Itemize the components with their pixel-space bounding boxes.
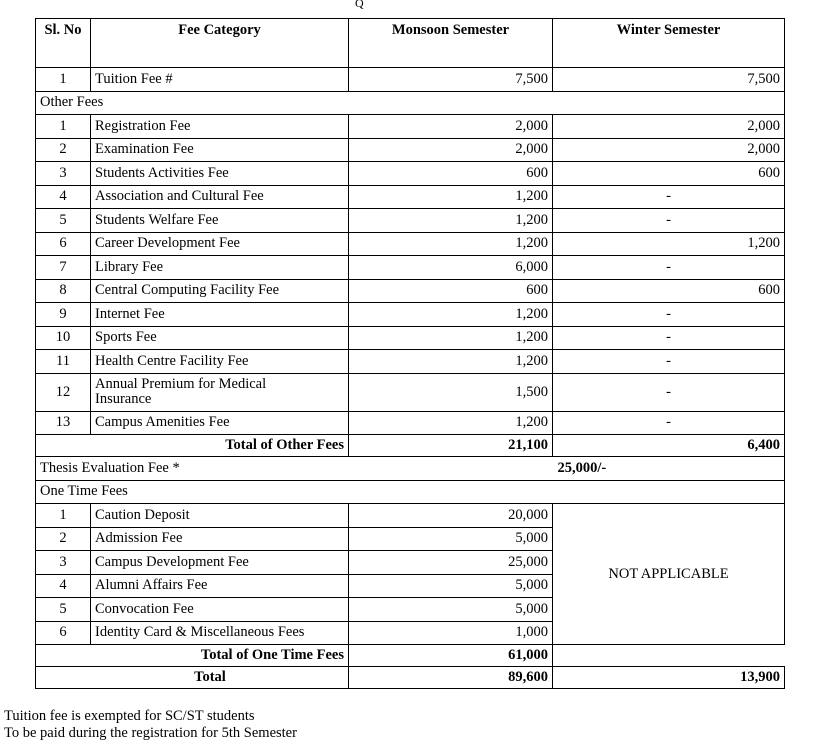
thesis-label: Thesis Evaluation Fee * [36, 457, 553, 481]
monsoon-cell: 2,000 [349, 115, 553, 139]
winter-cell: - [553, 256, 785, 280]
monsoon-cell: 1,000 [349, 621, 553, 645]
footnotes [4, 708, 297, 742]
winter-cell: - [553, 350, 785, 374]
sl-cell: 4 [36, 185, 91, 209]
monsoon-cell: 1,500 [349, 373, 553, 411]
table-row [36, 232, 785, 256]
section-heading-row [36, 91, 785, 115]
sl-cell: 5 [36, 598, 91, 622]
fee-name-cell: Sports Fee [91, 326, 349, 350]
header-fee-category: Fee Category [91, 19, 349, 68]
monsoon-cell: 1,200 [349, 232, 553, 256]
table-row [36, 138, 785, 162]
table-row [36, 411, 785, 435]
winter-cell: 2,000 [553, 138, 785, 162]
fee-name-cell: Campus Development Fee [91, 551, 349, 575]
one-time-fees-heading: One Time Fees [36, 480, 785, 504]
winter-cell: - [553, 373, 785, 411]
fee-name-cell: Students Activities Fee [91, 162, 349, 186]
footnote-thesis: To be paid during the registration for 5th Semester [4, 725, 297, 741]
monsoon-cell: 7,500 [349, 68, 553, 92]
fee-name-cell: Internet Fee [91, 303, 349, 327]
total-one-time-monsoon: 61,000 [349, 645, 553, 667]
table-row [36, 209, 785, 233]
section-heading-row [36, 480, 785, 504]
fee-name-cell: Library Fee [91, 256, 349, 280]
not-applicable-cell: NOT APPLICABLE [553, 504, 785, 645]
winter-cell: - [553, 209, 785, 233]
sl-cell: 3 [36, 162, 91, 186]
grand-total-winter: 13,900 [553, 667, 785, 689]
header-monsoon-semester: Monsoon Semester [349, 19, 553, 68]
table-row [36, 256, 785, 280]
fee-name-cell: Admission Fee [91, 527, 349, 551]
other-fees-heading: Other Fees [36, 91, 785, 115]
thesis-row [36, 457, 785, 481]
table-row [36, 162, 785, 186]
fee-name-cell: Tuition Fee # [91, 68, 349, 92]
sl-cell: 1 [36, 115, 91, 139]
winter-cell: - [553, 411, 785, 435]
sl-cell: 6 [36, 621, 91, 645]
thesis-value: 25,000/- [553, 457, 785, 481]
fee-name-cell: Annual Premium for Medical Insurance [91, 373, 349, 411]
table-row [36, 185, 785, 209]
monsoon-cell: 2,000 [349, 138, 553, 162]
sl-cell: 12 [36, 373, 91, 411]
winter-cell: - [553, 326, 785, 350]
sl-cell: 7 [36, 256, 91, 280]
monsoon-cell: 1,200 [349, 209, 553, 233]
sl-cell: 3 [36, 551, 91, 575]
table-row [36, 350, 785, 374]
footnote-tuition: Tuition fee is exempted for SC/ST students [4, 708, 255, 724]
monsoon-cell: 600 [349, 162, 553, 186]
table-row [36, 303, 785, 327]
sl-cell: 11 [36, 350, 91, 374]
monsoon-cell: 5,000 [349, 598, 553, 622]
sl-cell: 9 [36, 303, 91, 327]
sl-cell: 5 [36, 209, 91, 233]
monsoon-cell: 6,000 [349, 256, 553, 280]
table-row [36, 504, 785, 528]
monsoon-cell: 20,000 [349, 504, 553, 528]
monsoon-cell: 1,200 [349, 303, 553, 327]
page-top-mark: Q [355, 0, 364, 10]
total-one-time-label: Total of One Time Fees [36, 645, 349, 667]
winter-cell: 1,200 [553, 232, 785, 256]
table-row [36, 115, 785, 139]
sl-cell: 8 [36, 279, 91, 303]
monsoon-cell: 1,200 [349, 411, 553, 435]
table-row [36, 68, 785, 92]
fee-name-cell: Campus Amenities Fee [91, 411, 349, 435]
winter-cell: 2,000 [553, 115, 785, 139]
table-row [36, 326, 785, 350]
table-row [36, 279, 785, 303]
total-other-fees-row [36, 435, 785, 457]
fee-name-cell: Students Welfare Fee [91, 209, 349, 233]
monsoon-cell: 1,200 [349, 326, 553, 350]
winter-cell: 7,500 [553, 68, 785, 92]
fee-name-cell: Examination Fee [91, 138, 349, 162]
header-winter-semester: Winter Semester [553, 19, 785, 68]
sl-cell: 1 [36, 504, 91, 528]
fee-name-cell: Association and Cultural Fee [91, 185, 349, 209]
monsoon-cell: 600 [349, 279, 553, 303]
grand-total-monsoon: 89,600 [349, 667, 553, 689]
sl-cell: 6 [36, 232, 91, 256]
total-other-fees-label: Total of Other Fees [36, 435, 349, 457]
winter-cell: 600 [553, 162, 785, 186]
monsoon-cell: 1,200 [349, 350, 553, 374]
fee-table [35, 18, 785, 689]
fee-name-cell: Career Development Fee [91, 232, 349, 256]
fee-name-cell: Registration Fee [91, 115, 349, 139]
sl-cell: 13 [36, 411, 91, 435]
monsoon-cell: 5,000 [349, 574, 553, 598]
one-time-rows [36, 504, 785, 645]
total-other-fees-winter: 6,400 [553, 435, 785, 457]
sl-cell: 2 [36, 527, 91, 551]
other-fees-rows [36, 115, 785, 435]
monsoon-cell: 25,000 [349, 551, 553, 575]
sl-cell: 10 [36, 326, 91, 350]
grand-total-label: Total [36, 667, 349, 689]
fee-name-cell: Alumni Affairs Fee [91, 574, 349, 598]
winter-cell: - [553, 185, 785, 209]
monsoon-cell: 5,000 [349, 527, 553, 551]
monsoon-cell: 1,200 [349, 185, 553, 209]
table-row [36, 373, 785, 411]
winter-cell: 600 [553, 279, 785, 303]
sl-cell: 1 [36, 68, 91, 92]
sl-cell: 4 [36, 574, 91, 598]
fee-name-cell: Convocation Fee [91, 598, 349, 622]
header-sl-no: Sl. No [36, 19, 91, 68]
fee-name-cell: Central Computing Facility Fee [91, 279, 349, 303]
header-row [36, 19, 785, 68]
grand-total-row [36, 667, 785, 689]
fee-name-cell: Caution Deposit [91, 504, 349, 528]
total-one-time-row [36, 645, 785, 667]
fee-name-cell: Health Centre Facility Fee [91, 350, 349, 374]
fee-name-cell: Identity Card & Miscellaneous Fees [91, 621, 349, 645]
winter-cell: - [553, 303, 785, 327]
total-other-fees-monsoon: 21,100 [349, 435, 553, 457]
sl-cell: 2 [36, 138, 91, 162]
